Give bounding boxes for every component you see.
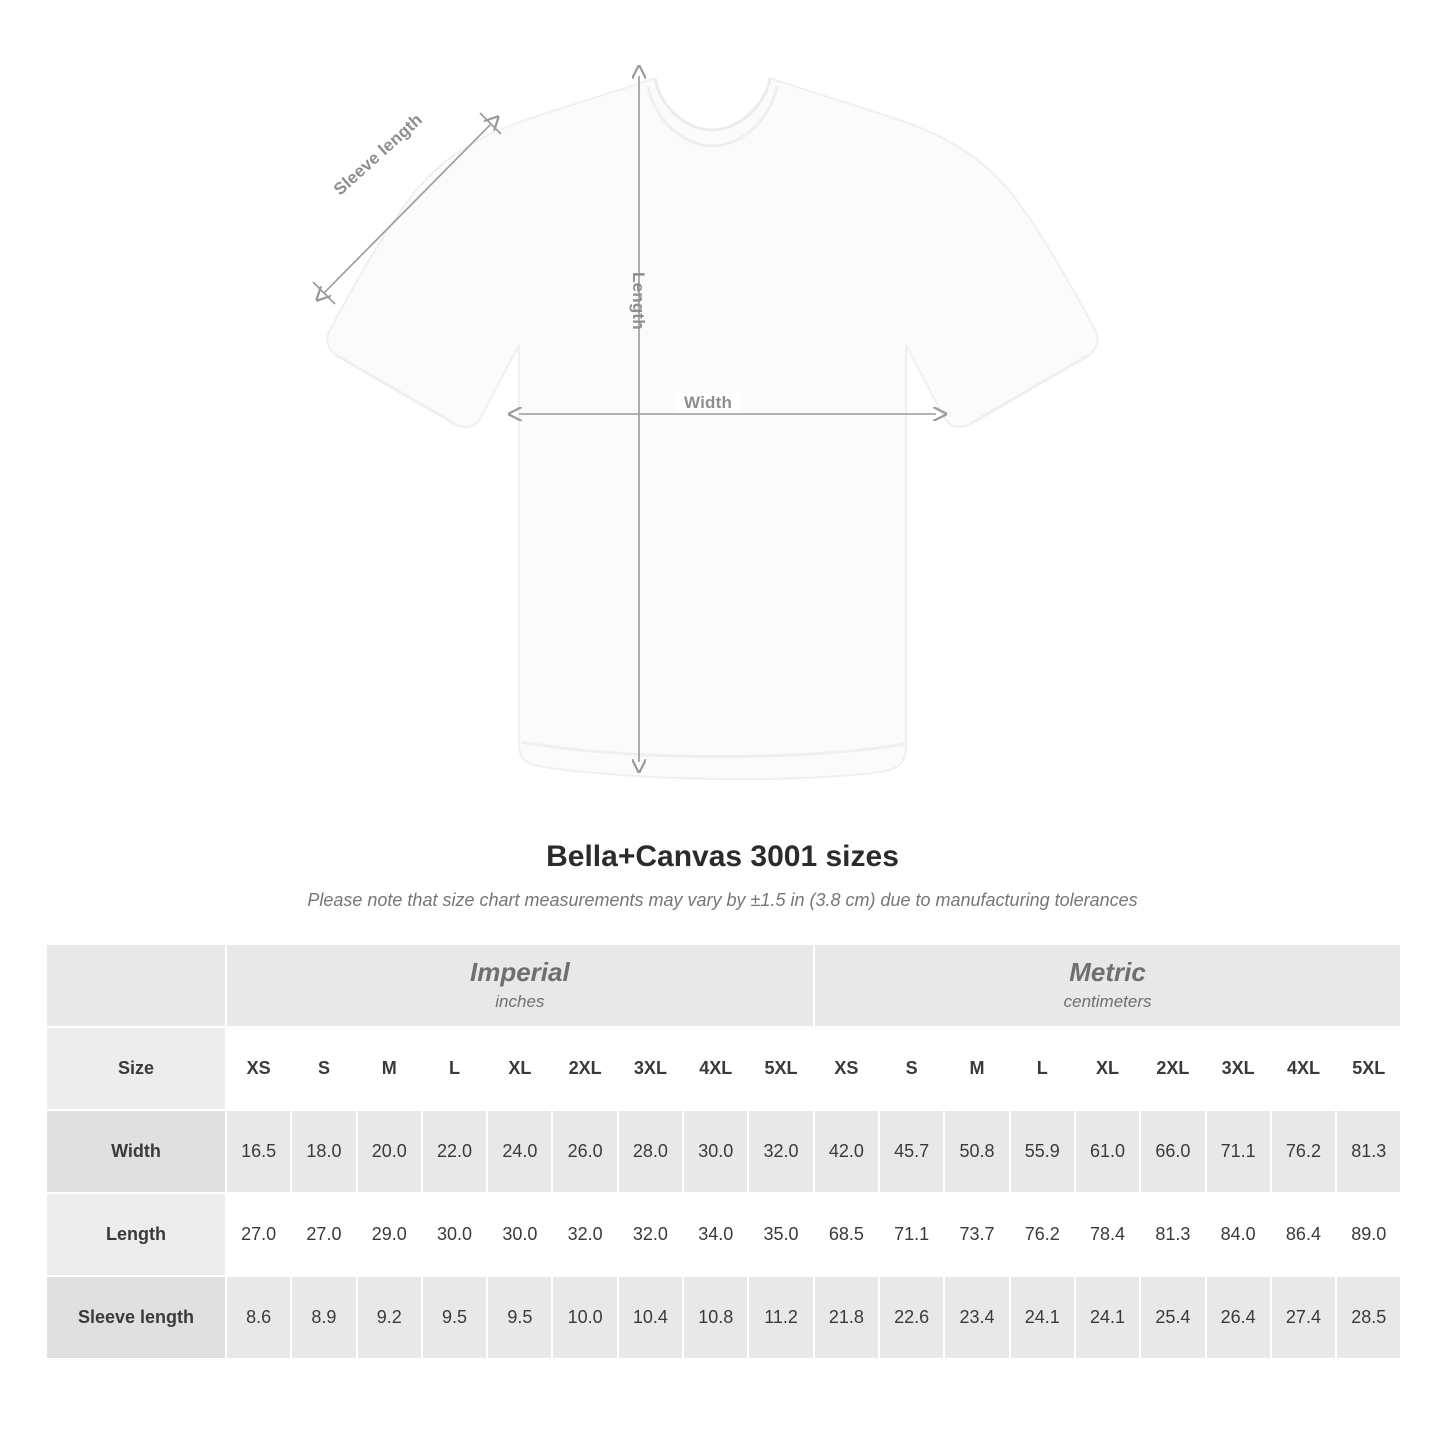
table-row [46, 1193, 1401, 1276]
cell-sleeve-met-5: 25.4 [1140, 1276, 1205, 1359]
cell-length-met-4: 78.4 [1075, 1193, 1140, 1276]
length-label: Length [629, 272, 648, 330]
cell-length-imp-8: 35.0 [748, 1193, 813, 1276]
cell-width-imp-8: 32.0 [748, 1110, 813, 1193]
cell-length-imp-2: 29.0 [357, 1193, 422, 1276]
unit-group-imperial [226, 944, 814, 1027]
cell-width-met-2: 50.8 [944, 1110, 1009, 1193]
size-col-3: L [422, 1027, 487, 1110]
cell-width-met-3: 55.9 [1010, 1110, 1075, 1193]
cell-width-imp-3: 22.0 [422, 1110, 487, 1193]
size-col-16: 4XL [1271, 1027, 1336, 1110]
size-col-1: S [291, 1027, 356, 1110]
cell-length-met-2: 73.7 [944, 1193, 1009, 1276]
size-col-0: XS [226, 1027, 291, 1110]
size-table-wrap [45, 943, 1400, 1360]
size-col-11: M [944, 1027, 1009, 1110]
table-row [46, 1276, 1401, 1359]
cell-sleeve-imp-0: 8.6 [226, 1276, 291, 1359]
cell-sleeve-met-2: 23.4 [944, 1276, 1009, 1359]
cell-sleeve-imp-5: 10.0 [552, 1276, 617, 1359]
width-label: Width [676, 393, 740, 413]
cell-width-imp-0: 16.5 [226, 1110, 291, 1193]
cell-sleeve-met-3: 24.1 [1010, 1276, 1075, 1359]
cell-width-imp-7: 30.0 [683, 1110, 748, 1193]
unit-header-row [46, 944, 1401, 1027]
cell-sleeve-imp-6: 10.4 [618, 1276, 683, 1359]
cell-width-met-4: 61.0 [1075, 1110, 1140, 1193]
size-col-13: XL [1075, 1027, 1140, 1110]
size-col-2: M [357, 1027, 422, 1110]
cell-sleeve-imp-8: 11.2 [748, 1276, 813, 1359]
cell-sleeve-met-8: 28.5 [1336, 1276, 1401, 1359]
size-col-9: XS [814, 1027, 879, 1110]
size-col-4: XL [487, 1027, 552, 1110]
cell-length-imp-5: 32.0 [552, 1193, 617, 1276]
cell-width-imp-2: 20.0 [357, 1110, 422, 1193]
size-col-10: S [879, 1027, 944, 1110]
size-col-17: 5XL [1336, 1027, 1401, 1110]
row-label-width: Width [46, 1110, 226, 1193]
unit-group-imperial-sub: inches [495, 992, 545, 1012]
page-title: Bella+Canvas 3001 sizes [546, 840, 899, 873]
size-col-8: 5XL [748, 1027, 813, 1110]
cell-length-imp-7: 34.0 [683, 1193, 748, 1276]
cell-sleeve-met-7: 27.4 [1271, 1276, 1336, 1359]
cell-sleeve-imp-2: 9.2 [357, 1276, 422, 1359]
cell-sleeve-imp-3: 9.5 [422, 1276, 487, 1359]
unit-group-metric-sub: centimeters [1063, 992, 1152, 1012]
size-header-label: Size [46, 1027, 226, 1110]
cell-sleeve-imp-4: 9.5 [487, 1276, 552, 1359]
cell-width-imp-1: 18.0 [291, 1110, 356, 1193]
size-col-6: 3XL [618, 1027, 683, 1110]
cell-width-met-5: 66.0 [1140, 1110, 1205, 1193]
title-block [0, 840, 1445, 911]
size-table [45, 943, 1402, 1360]
cell-width-met-1: 45.7 [879, 1110, 944, 1193]
cell-width-met-6: 71.1 [1206, 1110, 1271, 1193]
cell-length-imp-0: 27.0 [226, 1193, 291, 1276]
size-header-row [46, 1027, 1401, 1110]
size-col-12: L [1010, 1027, 1075, 1110]
cell-width-met-8: 81.3 [1336, 1110, 1401, 1193]
unit-group-metric-name: Metric [1069, 956, 1146, 987]
cell-length-met-0: 68.5 [814, 1193, 879, 1276]
cell-length-met-7: 86.4 [1271, 1193, 1336, 1276]
cell-sleeve-imp-7: 10.8 [683, 1276, 748, 1359]
size-col-15: 3XL [1206, 1027, 1271, 1110]
cell-length-imp-4: 30.0 [487, 1193, 552, 1276]
size-col-14: 2XL [1140, 1027, 1205, 1110]
cell-sleeve-met-1: 22.6 [879, 1276, 944, 1359]
unit-group-metric [814, 944, 1402, 1027]
unit-header-spacer [46, 944, 226, 1027]
tolerance-note: Please note that size chart measurements may vary by ±1.5 in (3.8 cm) due to manufacturing tolerances [307, 890, 1138, 910]
cell-sleeve-met-0: 21.8 [814, 1276, 879, 1359]
cell-length-met-8: 89.0 [1336, 1193, 1401, 1276]
cell-sleeve-imp-1: 8.9 [291, 1276, 356, 1359]
cell-width-imp-4: 24.0 [487, 1110, 552, 1193]
size-col-5: 2XL [552, 1027, 617, 1110]
cell-width-imp-6: 28.0 [618, 1110, 683, 1193]
cell-length-met-3: 76.2 [1010, 1193, 1075, 1276]
cell-sleeve-met-4: 24.1 [1075, 1276, 1140, 1359]
row-label-length: Length [46, 1193, 226, 1276]
cell-length-met-6: 84.0 [1206, 1193, 1271, 1276]
cell-sleeve-met-6: 26.4 [1206, 1276, 1271, 1359]
cell-length-met-1: 71.1 [879, 1193, 944, 1276]
cell-length-imp-3: 30.0 [422, 1193, 487, 1276]
sleeve-length-label: Sleeve length [330, 109, 427, 200]
row-label-sleeve-length: Sleeve length [46, 1276, 226, 1359]
cell-width-imp-5: 26.0 [552, 1110, 617, 1193]
cell-length-imp-6: 32.0 [618, 1193, 683, 1276]
cell-width-met-0: 42.0 [814, 1110, 879, 1193]
cell-width-met-7: 76.2 [1271, 1110, 1336, 1193]
table-row [46, 1110, 1401, 1193]
cell-length-met-5: 81.3 [1140, 1193, 1205, 1276]
cell-length-imp-1: 27.0 [291, 1193, 356, 1276]
size-col-7: 4XL [683, 1027, 748, 1110]
unit-group-imperial-name: Imperial [470, 956, 570, 987]
